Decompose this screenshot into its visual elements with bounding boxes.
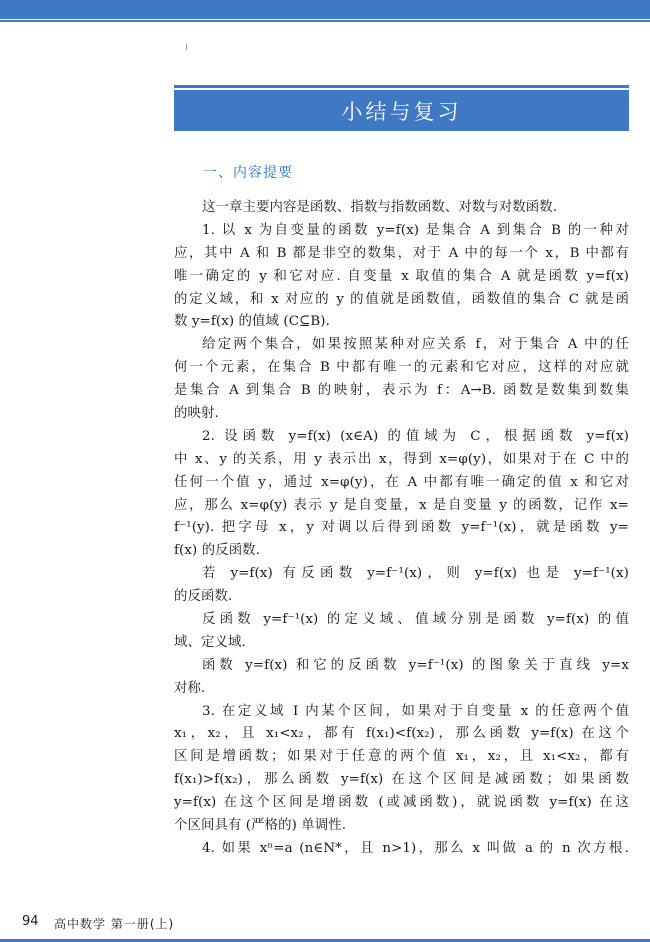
text-line: 3. 在定义域 I 内某个区间，如果对于自变量 x 的任意两个值: [202, 703, 629, 719]
header-rule: [0, 20, 650, 22]
text-line: f(x₁)>f(x₂)，那么函数 y=f(x) 在这个区间是减函数；如果函数: [174, 772, 629, 788]
text-line: 何一个元素，在集合 B 中都有唯一的元素和它对应，这样的对应就: [174, 360, 629, 376]
chapter-banner: [174, 85, 629, 131]
text-line: 4. 如果 xⁿ=a (n∈N*，且 n>1)，那么 x 叫做 a 的 n 次方根.: [202, 840, 629, 856]
text-line: 反函数 y=f⁻¹(x) 的定义域、值域分别是函数 y=f(x) 的值: [202, 612, 629, 628]
text-line: 这一章主要内容是函数、指数与指数函数、对数与对数函数.: [202, 200, 558, 215]
text-line: 应，那么 x=φ(y) 表示 y 是自变量，x 是自变量 y 的函数，记作 x=: [174, 497, 629, 513]
text-line: 对称.: [174, 680, 206, 696]
text-line: 的反函数.: [174, 589, 233, 605]
text-line: 函数 y=f(x) 和它的反函数 y=f⁻¹(x) 的图象关于直线 y=x: [202, 657, 629, 673]
page-number: 94: [22, 914, 39, 929]
text-line: 是集合 A 到集合 B 的映射，表示为 f：A→B. 函数是数集到数集: [174, 383, 629, 399]
banner-title: 小结与复习: [174, 90, 629, 131]
text-line: x₁，x₂，且 x₁<x₂，都有 f(x₁)<f(x₂)，那么函数 y=f(x) 在这个: [174, 726, 629, 742]
text-line: f(x) 的反函数.: [174, 543, 261, 559]
text-line: 域、定义域.: [174, 634, 246, 650]
body-text: [174, 197, 629, 861]
book-title: 高中数学 第一册(上): [54, 917, 175, 931]
banner-rule: [174, 85, 629, 88]
text-line: 的映射.: [174, 406, 219, 422]
text-line: 若 y=f(x) 有反函数 y=f⁻¹(x)，则 y=f(x) 也是 y=f⁻¹(x): [202, 566, 629, 582]
header-band: [0, 0, 650, 19]
text-line: y=f(x) 在这个区间是增函数 (或减函数)，就说函数 y=f(x) 在这: [174, 795, 629, 811]
text-line: 应，其中 A 和 B 都是非空的数集，对于 A 中的每一个 x，B 中都有: [174, 245, 629, 261]
text-line: f⁻¹(y). 把字母 x，y 对调以后得到函数 y=f⁻¹(x)，就是函数 y=: [174, 520, 629, 536]
page-mark: [186, 44, 187, 50]
text-line: 个区间具有 (严格的) 单调性.: [174, 818, 347, 834]
text-line: 区间是增函数；如果对于任意的两个值 x₁，x₂，且 x₁<x₂，都有: [174, 749, 629, 765]
text-line: 2. 设函数 y=f(x) (x∈A) 的值域为 C，根据函数 y=f(x): [202, 428, 629, 444]
page-footer: [0, 909, 650, 942]
section-heading: 一、内容提要: [203, 165, 293, 181]
text-line: 中 x、y 的关系，用 y 表示出 x，得到 x=φ(y)，如果对于在 C 中的: [174, 451, 629, 467]
text-line: 给定两个集合，如果按照某种对应关系 f，对于集合 A 中的任: [202, 337, 629, 353]
text-line: 任何一个值 y，通过 x=φ(y)，在 A 中都有唯一确定的值 x 和它对: [174, 474, 629, 490]
text-line: 的定义域，和 x 对应的 y 的值就是函数值，函数值的集合 C 就是函: [174, 291, 629, 307]
text-line: 数 y=f(x) 的值域 (C⊆B).: [174, 314, 330, 330]
text-line: 唯一确定的 y 和它对应. 自变量 x 取值的集合 A 就是函数 y=f(x): [174, 268, 629, 284]
text-line: 1. 以 x 为自变量的函数 y=f(x) 是集合 A 到集合 B 的一种对: [202, 222, 629, 238]
